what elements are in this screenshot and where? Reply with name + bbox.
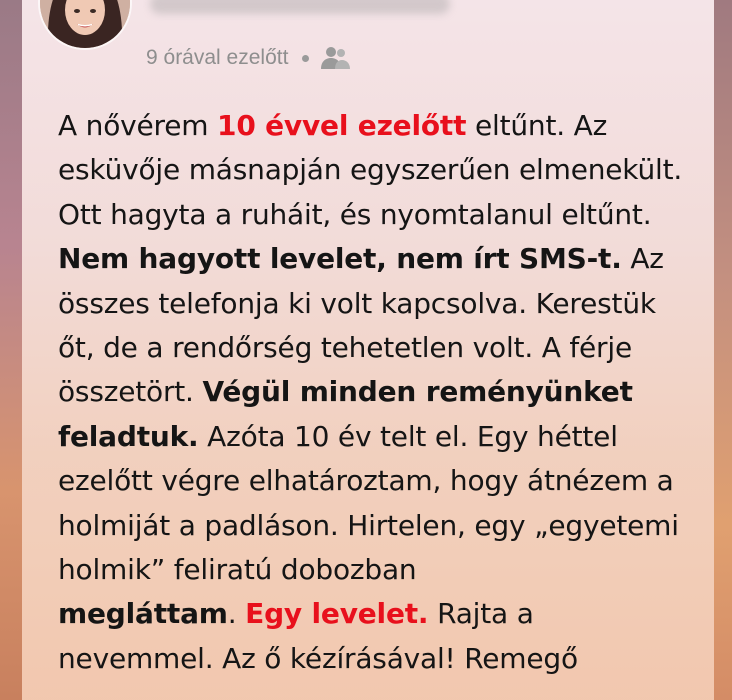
post-text-highlight: 10 évvel ezelőtt [217,109,467,142]
post-timestamp[interactable]: 9 órával ezelőtt [146,46,289,69]
post-text-segment: . [227,597,246,631]
post-text-bold: Nem hagyott levelet, nem írt SMS-t. [58,242,622,276]
separator-dot [302,55,309,62]
post-text-highlight: Egy levelet. [245,597,429,631]
profile-photo [40,0,130,48]
friends-icon[interactable] [319,46,351,70]
background-right-edge [714,0,732,700]
author-name-blurred [150,0,450,14]
avatar[interactable] [40,0,130,48]
post-text-segment: Azóta 10 év telt el. Egy héttel ezelőtt végre elhatároztam, hogy átnézem a holmiját a padláson. Hirtelen, egy „egyetemi holmik” feliratú dobozban [58,419,679,587]
post-meta [146,44,351,72]
post-text-segment: Az összes telefonja ki volt kapcsolva. Kerestük őt, de a rendőrség tehetetlen volt. A férje összetört. [58,242,664,409]
post-card [22,0,714,700]
post-text-bold: megláttam [58,597,228,631]
post-text-segment: Rajta a nevemmel. Az ő kézírásával! Remegő [58,597,578,675]
background-left-edge [0,0,22,700]
post-text [58,104,690,681]
post-text-segment: A nővérem [58,109,218,142]
post-text-bold: Végül minden reményünket feladtuk. [58,375,633,453]
post-text-segment: eltűnt. Az esküvője másnapján egyszerűen elmenekült. Ott hagyta a ruháit, és nyomtalanul eltűnt. [58,109,683,231]
